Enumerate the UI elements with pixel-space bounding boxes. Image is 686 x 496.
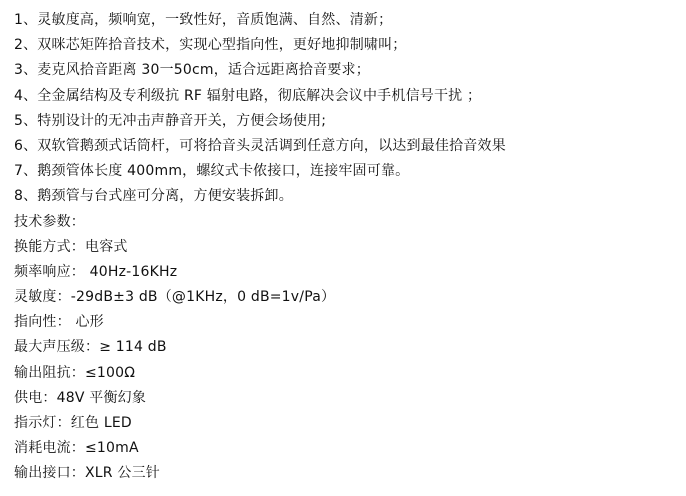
spec-output-impedance: 输出阻抗：≤100Ω [14,364,136,381]
spec-transducer: 换能方式：电容式 [14,238,128,255]
spec-output-connector: 输出接口：XLR 公三针 [14,465,160,482]
feature-line-3: 3、麦克风拾音距离 30一50cm，适合远距离拾音要求； [14,62,370,79]
spec-indicator-light: 指示灯：红色 LED [14,415,132,431]
feature-line-5: 5、特别设计的无冲击声静音开关，方便会场使用; [14,112,327,129]
spec-current-consumption: 消耗电流：≤10mA [14,440,139,457]
spec-frequency-response: 频率响应： 40Hz-16KHz [14,263,178,280]
feature-line-8: 8、鹅颈管与台式座可分离，方便安装拆卸。 [14,188,293,205]
spec-max-spl: 最大声压级：≥ 114 dB [14,339,167,356]
spec-directivity: 指向性： 心形 [14,314,104,331]
spec-sensitivity: 灵敏度：-29dB±3 dB（@1KHz，0 dB=1v/Pa） [14,289,336,306]
specs-title: 技术参数： [14,213,85,230]
feature-line-6: 6、双软管鹅颈式话筒杆，可将拾音头灵活调到任意方向，以达到最佳拾音效果 [14,137,506,154]
feature-line-4: 4、全金属结构及专利级抗 RF 辐射电路，彻底解决会议中手机信号干扰 ； [14,87,482,104]
feature-line-2: 2、双咪芯矩阵拾音技术，实现心型指向性，更好地抑制啸叫； [14,37,407,54]
feature-line-7: 7、鹅颈管体长度 400mm，螺纹式卡侬接口，连接牢固可靠。 [14,163,410,180]
spec-power-supply: 供电：48V 平衡幻象 [14,389,147,406]
feature-line-1: 1、灵敏度高，频响宽，一致性好，音质饱满、自然、清新； [14,12,393,28]
